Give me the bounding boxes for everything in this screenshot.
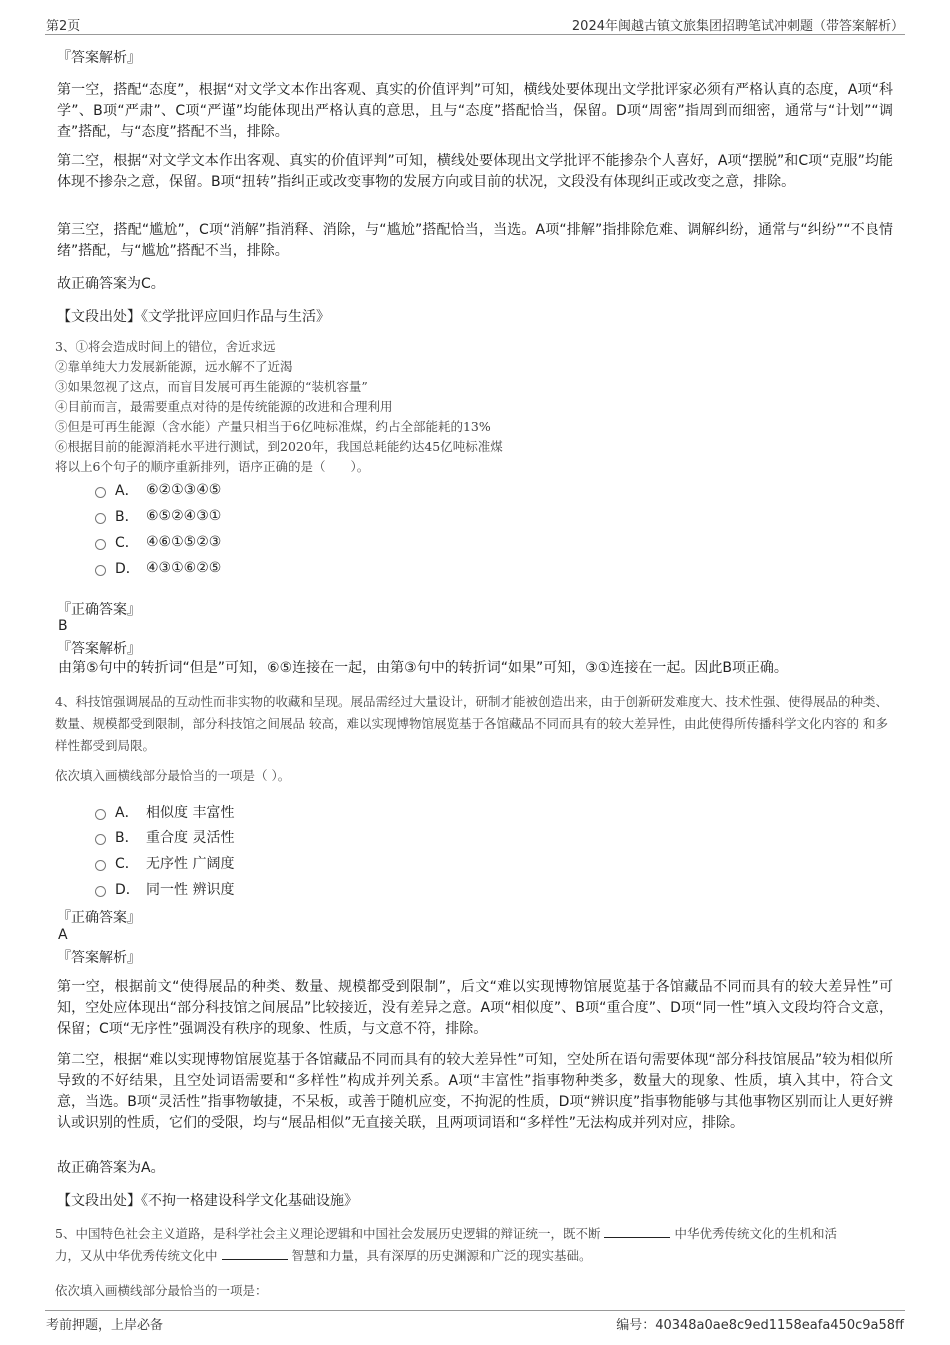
q3-option-b[interactable] bbox=[95, 506, 221, 526]
q4-option-b[interactable] bbox=[95, 827, 234, 847]
option-text: ⑥②①③④⑤ bbox=[146, 482, 222, 498]
footer-code: 编号：40348a0ae8c9ed1158eafa450c9a58ff bbox=[616, 1318, 904, 1333]
q2-analysis-p1: 第一空，搭配“态度”，根据“对文学文本作出客观、真实的价值评判”可知，横线处要体现出文学批评家必须有严格认真的态度，A项“科学”、B项“严肃”、C项“严谨”均能体现出严格认真的意思，且与“态度”搭配恰当，保留。D项“周密”指周到而细密，通常与“计划”“调查”搭配，与“态度”搭配不当，排除。 bbox=[57, 82, 893, 140]
radio-icon[interactable] bbox=[95, 539, 106, 550]
q2-conclusion: 故正确答案为C。 bbox=[57, 276, 165, 292]
q4-stem: 4、科技馆强调展品的互动性而非实物的收藏和呈现。展品需经过大量设计，研制才能被创造出来，由于创新研发难度大、技术性强、使得展品的种类、数量、规模都受到限制，部分科技馆之间展品 较高，难以实现博物馆展览基于各馆藏品不同而具有的较大差异性，由此使得所传播科学文化内容的 和多样性都受到局限。 bbox=[55, 694, 888, 753]
q3-line-5: ⑥根据目前的能源消耗水平进行测试，到2020年，我国总耗能约达45亿吨标准煤 bbox=[55, 439, 503, 454]
option-letter: B． bbox=[115, 830, 139, 846]
footer-slogan: 考前押题，上岸必备 bbox=[46, 1318, 164, 1333]
option-letter: C． bbox=[115, 856, 139, 872]
q3-line-1: ②靠单纯大力发展新能源，远水解不了近渴 bbox=[55, 359, 293, 374]
option-letter: C． bbox=[115, 535, 139, 551]
q4-option-a[interactable] bbox=[95, 802, 234, 822]
option-text: ④⑥①⑤②③ bbox=[146, 534, 222, 550]
q2-analysis-p3: 第三空，搭配“尴尬”，C项“消解”指消释、消除，与“尴尬”搭配恰当，当选。A项“排解”指排除危难、调解纠纷，通常与“纠纷”“不良情绪”搭配，与“尴尬”搭配不当，排除。 bbox=[57, 222, 893, 259]
q2-analysis-label: 『答案解析』 bbox=[57, 50, 141, 66]
q5-prompt: 依次填入画横线部分最恰当的一项是： bbox=[55, 1283, 268, 1298]
radio-icon[interactable] bbox=[95, 834, 106, 845]
document-title: 2024年闽越古镇文旅集团招聘笔试冲刺题（带答案解析） bbox=[571, 19, 904, 34]
q5-stem-part-d: 智慧和力量，具有深厚的历史渊源和广泛的现实基础。 bbox=[291, 1248, 592, 1263]
radio-icon[interactable] bbox=[95, 487, 106, 498]
option-letter: B． bbox=[115, 509, 139, 525]
q4-answer: A bbox=[58, 927, 68, 943]
q3-prompt: 将以上6个句子的顺序重新排列，语序正确的是（ ）。 bbox=[55, 459, 370, 474]
option-text: 同一性 辨识度 bbox=[146, 882, 235, 898]
q4-option-d[interactable] bbox=[95, 879, 234, 899]
q3-option-d[interactable] bbox=[95, 558, 221, 578]
q5-blank-2 bbox=[222, 1246, 288, 1260]
option-letter: A． bbox=[115, 483, 139, 499]
q3-option-c[interactable] bbox=[95, 532, 221, 552]
q3-analysis-label: 『答案解析』 bbox=[57, 641, 141, 657]
q3-answer-label: 『正确答案』 bbox=[57, 602, 141, 618]
option-text: 相似度 丰富性 bbox=[146, 805, 235, 821]
q3-line-3: ④目前而言，最需要重点对待的是传统能源的改进和合理利用 bbox=[55, 399, 393, 414]
q3-line-4: ⑤但是可再生能源（含水能）产量只相当于6亿吨标准煤，约占全部能耗的13% bbox=[55, 419, 491, 434]
q4-conclusion: 故正确答案为A。 bbox=[57, 1160, 165, 1176]
radio-icon[interactable] bbox=[95, 886, 106, 897]
radio-icon[interactable] bbox=[95, 565, 106, 576]
q4-analysis-p1: 第一空，根据前文“使得展品的种类、数量、规模都受到限制”，后文“难以实现博物馆展览基于各馆藏品不同而具有的较大差异性”可知，空处应体现出“部分科技馆之间展品”比较接近，没有差异之意。A项“相似度”、B项“重合度”、D项“同一性”填入文段均符合文意，保留；C项“无序性”强调没有秩序的现象、性质，与文意不符，排除。 bbox=[57, 979, 893, 1037]
radio-icon[interactable] bbox=[95, 809, 106, 820]
q4-source: 【文段出处】《不拘一格建设科学文化基础设施》 bbox=[57, 1193, 358, 1209]
q4-analysis-p2: 第二空，根据“难以实现博物馆展览基于各馆藏品不同而具有的较大差异性”可知，空处所在语句需要体现“部分科技馆展品”较为相似所导致的不好结果，且空处词语需要和“多样性”构成并列关系。A项“丰富性”指事物种类多，数量大的现象、性质，填入其中，符合文意，当选。B项“灵活性”指事物敏捷，不呆板，或善于随机应变，不拘泥的性质，D项“辨识度”指事物能够与其他事物区别而让人更好辨认或识别的性质，它们的受限，均与“展品相似”无直接关联，且两项词语和“多样性”无法构成并列对应，排除。 bbox=[57, 1052, 893, 1131]
q4-analysis-label: 『答案解析』 bbox=[57, 950, 141, 966]
q2-analysis-p2: 第二空，根据“对文学文本作出客观、真实的价值评判”可知，横线处要体现出文学批评不能掺杂个人喜好，A项“摆脱”和C项“克服”均能体现不掺杂之意，保留。B项“扭转”指纠正或改变事物的发展方向或目前的状况，文段没有体现纠正或改变之意，排除。 bbox=[57, 153, 893, 190]
q5-stem-part-a: 5、中国特色社会主义道路，是科学社会主义理论逻辑和中国社会发展历史逻辑的辩证统一，既不断 bbox=[55, 1226, 601, 1241]
q2-source: 【文段出处】《文学批评应回归作品与生活》 bbox=[57, 309, 330, 325]
q3-analysis: 由第⑤句中的转折词“但是”可知，⑥⑤连接在一起，由第③句中的转折词“如果”可知，③①连接在一起。因此B项正确。 bbox=[58, 660, 788, 676]
option-letter: D． bbox=[115, 882, 140, 898]
q3-line-0: 3、①将会造成时间上的错位，舍近求远 bbox=[55, 339, 276, 354]
option-text: 无序性 广阔度 bbox=[146, 856, 235, 872]
page-number: 第2页 bbox=[46, 19, 81, 34]
q5-stem-part-b: 中华优秀传统文化的生机和活 bbox=[674, 1226, 837, 1241]
q5-blank-1 bbox=[604, 1224, 670, 1238]
q5-stem-part-c: 力，又从中华优秀传统文化中 bbox=[55, 1248, 218, 1263]
q5-stem bbox=[55, 1223, 895, 1267]
radio-icon[interactable] bbox=[95, 513, 106, 524]
option-text: 重合度 灵活性 bbox=[146, 830, 235, 846]
option-text: ④③①⑥②⑤ bbox=[146, 560, 222, 576]
header-divider bbox=[45, 34, 905, 35]
q4-option-c[interactable] bbox=[95, 853, 234, 873]
radio-icon[interactable] bbox=[95, 860, 106, 871]
q3-answer: B bbox=[58, 618, 68, 634]
q4-prompt: 依次填入画横线部分最恰当的一项是（ ）。 bbox=[55, 768, 291, 783]
footer-divider bbox=[45, 1310, 905, 1311]
option-letter: A． bbox=[115, 805, 139, 821]
q3-line-2: ③如果忽视了这点，而盲目发展可再生能源的“装机容量” bbox=[55, 379, 368, 394]
q3-option-a[interactable] bbox=[95, 480, 221, 500]
option-letter: D． bbox=[115, 561, 140, 577]
q4-answer-label: 『正确答案』 bbox=[57, 910, 141, 926]
option-text: ⑥⑤②④③① bbox=[146, 508, 222, 524]
